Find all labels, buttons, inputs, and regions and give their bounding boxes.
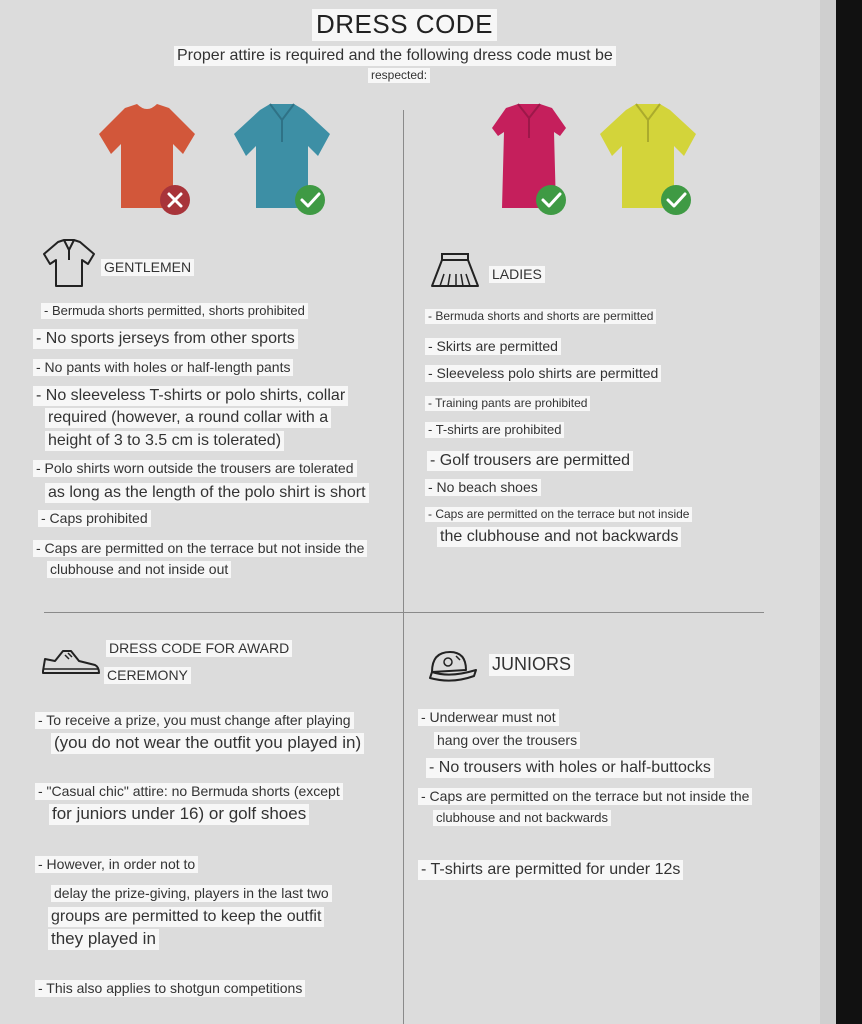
skirt-outline-icon xyxy=(430,252,480,292)
gentlemen-item-cont: as long as the length of the polo shirt is short xyxy=(45,483,369,503)
vertical-divider xyxy=(403,110,404,1024)
ladies-item: - Golf trousers are permitted xyxy=(427,451,633,471)
award-item-cont: for juniors under 16) or golf shoes xyxy=(49,804,309,825)
teal-polo-icon xyxy=(232,102,332,216)
ladies-item: - Sleeveless polo shirts are permitted xyxy=(425,365,661,382)
check-badge-icon xyxy=(295,185,325,215)
horizontal-divider xyxy=(44,612,764,613)
gentlemen-item-cont: required (however, a round collar with a xyxy=(45,408,331,428)
ladies-item: - No beach shoes xyxy=(425,479,541,496)
page-title: DRESS CODE xyxy=(312,9,497,41)
juniors-heading: JUNIORS xyxy=(489,654,574,676)
gentlemen-item: - No sleeveless T-shirts or polo shirts, collar xyxy=(33,386,348,406)
award-item-cont: they played in xyxy=(48,929,159,950)
ladies-item-cont: the clubhouse and not backwards xyxy=(437,527,681,547)
award-item-cont: (you do not wear the outfit you played in) xyxy=(51,733,364,754)
award-heading-line2: CEREMONY xyxy=(104,667,191,684)
gentlemen-item-cont: clubhouse and not inside out xyxy=(47,561,231,578)
award-item: - "Casual chic" attire: no Bermuda shorts (except xyxy=(35,783,343,800)
sneaker-outline-icon xyxy=(41,647,101,679)
juniors-item: - Caps are permitted on the terrace but not inside the xyxy=(418,788,752,805)
check-badge-icon xyxy=(661,185,691,215)
ladies-heading: LADIES xyxy=(489,266,545,283)
award-item: - This also applies to shotgun competitions xyxy=(35,980,305,997)
gentlemen-item: - Polo shirts worn outside the trousers are tolerated xyxy=(33,460,357,477)
juniors-item-cont: clubhouse and not backwards xyxy=(433,810,611,826)
ladies-item: - Caps are permitted on the terrace but not inside xyxy=(425,507,692,522)
magenta-polo-icon xyxy=(484,102,574,216)
juniors-item: - No trousers with holes or half-buttocks xyxy=(426,758,714,778)
award-item-cont: groups are permitted to keep the outfit xyxy=(48,907,324,927)
page-subtitle-line1: Proper attire is required and the following dress code must be xyxy=(174,46,616,66)
award-item: - To receive a prize, you must change after playing xyxy=(35,712,354,729)
gentlemen-item: - Caps are permitted on the terrace but not inside the xyxy=(33,540,367,557)
gentlemen-item: - No pants with holes or half-length pants xyxy=(33,359,293,376)
gentlemen-item: - Bermuda shorts permitted, shorts prohibited xyxy=(41,303,308,319)
ladies-item: - Bermuda shorts and shorts are permitted xyxy=(425,309,656,324)
gentlemen-heading: GENTLEMEN xyxy=(101,259,194,276)
ladies-item: - Training pants are prohibited xyxy=(425,396,590,411)
ladies-item: - Skirts are permitted xyxy=(425,338,561,355)
polo-shirt-outline-icon xyxy=(42,238,96,288)
gentlemen-item: - Caps prohibited xyxy=(38,510,151,527)
check-badge-icon xyxy=(536,185,566,215)
juniors-item: - T-shirts are permitted for under 12s xyxy=(418,860,683,880)
award-item: - However, in order not to xyxy=(35,856,198,873)
ladies-item: - T-shirts are prohibited xyxy=(425,422,564,438)
juniors-item: - Underwear must not xyxy=(418,709,559,726)
gentlemen-item-cont: height of 3 to 3.5 cm is tolerated) xyxy=(45,431,284,451)
gentlemen-item: - No sports jerseys from other sports xyxy=(33,329,298,349)
juniors-item-cont: hang over the trousers xyxy=(434,732,580,749)
cap-outline-icon xyxy=(426,648,478,684)
yellow-polo-icon xyxy=(598,102,698,216)
scrollbar[interactable] xyxy=(820,0,836,1024)
page-subtitle-line2: respected: xyxy=(368,68,430,83)
award-heading-line1: DRESS CODE FOR AWARD xyxy=(106,640,292,657)
orange-shirt-icon xyxy=(97,104,197,216)
award-item-cont: delay the prize-giving, players in the last two xyxy=(51,885,332,902)
